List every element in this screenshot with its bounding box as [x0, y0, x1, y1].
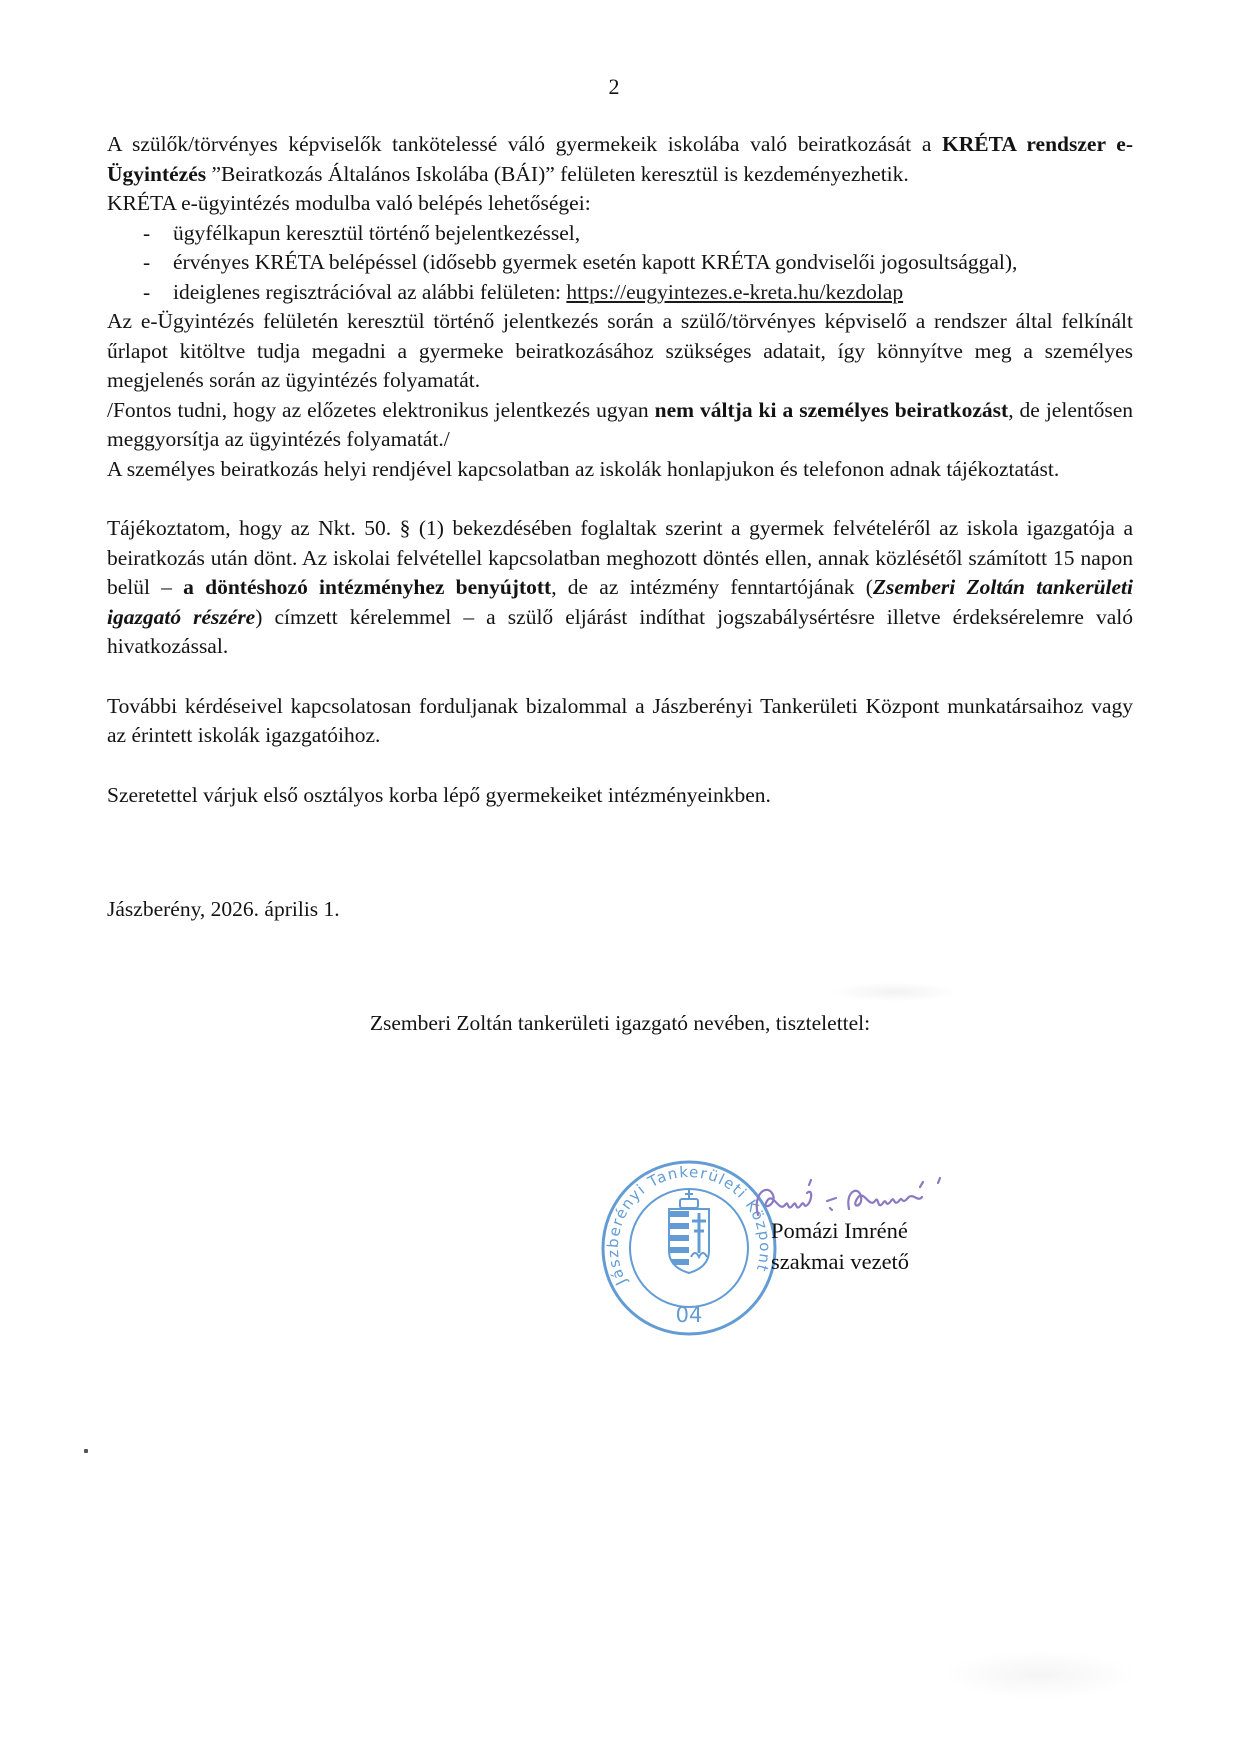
- paragraph-tajekoztatom: [107, 514, 1133, 662]
- scan-artifact-smudge: [830, 982, 960, 1002]
- scan-artifact-dot: [84, 1449, 88, 1453]
- signer-name: Pomázi Imréné: [771, 1218, 908, 1243]
- ekreta-link[interactable]: https://eugyintezes.e-kreta.hu/kezdolap: [566, 279, 904, 304]
- paragraph-tovabbi: További kérdéseivel kapcsolatosan forduljanak bizalommal a Jászberényi Tankerületi Központ munkatársaihoz vagy az érintett iskolák igazgatóihoz.: [107, 693, 1133, 747]
- paragraph-closing: Zsemberi Zoltán tankerületi igazgató nevében, tisztelettel:: [369, 1010, 871, 1035]
- signature-block: [771, 1215, 909, 1277]
- text-run: , de jelentősen meggyorsítja az ügyintézés folyamatát./: [107, 397, 1133, 451]
- bullet-item-regisztracio: [107, 278, 1133, 308]
- stamp-number: 04: [675, 1303, 703, 1327]
- paragraph-szeretettel: Szeretettel várjuk első osztályos korba lépő gyermekeiket intézményeinkben.: [107, 782, 771, 807]
- paragraph-fontos: [107, 396, 1133, 455]
- text-run: ”Beiratkozás Általános Iskolába (BÁI)” felületen keresztül is kezdeményezhetik.: [206, 161, 909, 186]
- text-run-bold: KRÉTA rendszer e-Ügyintézés: [107, 132, 1133, 186]
- text-run: ideiglenes regisztrációval az alábbi felületen:: [173, 279, 567, 304]
- text-run: , de az intézmény fenntartójának (: [551, 575, 873, 599]
- bullet-marker: -: [143, 220, 151, 245]
- paragraph-szemelyes: A személyes beiratkozás helyi rendjével kapcsolatban az iskolák honlapjukon és telefonon adnak tájékoztatást.: [107, 456, 1060, 481]
- bullet-marker: -: [143, 279, 151, 304]
- paragraph-dateline: Jászberény, 2026. április 1.: [107, 897, 340, 921]
- signer-title: szakmai vezető: [771, 1249, 910, 1274]
- paragraph-intro: [107, 130, 1133, 189]
- paragraph-eugyintezes: Az e-Ügyintézés felületén keresztül történő jelentkezés során a szülő/törvényes képviselő a rendszer által felkínált űrlapot kitöltve tudja megadni a gyermeke beiratkozásához szükséges adatait, így könnyítve meg a személyes megjelenés során az ügyintézés folyamatát.: [107, 309, 1133, 392]
- text-run-bold-italic: Zsemberi Zoltán tankerületi igazgató részére: [107, 575, 1133, 629]
- coat-of-arms-icon: [669, 1190, 709, 1273]
- bullet-text: [173, 278, 1133, 308]
- letter-body: [107, 130, 1133, 1038]
- stamp-ring-text: Jászberényi Tankerületi Központ: [603, 1162, 775, 1289]
- bullet-marker: -: [143, 250, 151, 274]
- text-run-bold: nem váltja ki a személyes beiratkozást: [654, 397, 1009, 422]
- text-run: ) címzett kérelemmel – a szülő eljárást indíthat jogszabálysértésre illetve érdeksérelemre való hivatkozással.: [107, 604, 1133, 658]
- bullet-text: ügyfélkapun keresztül történő bejelentkezéssel,: [173, 220, 581, 245]
- scan-artifact-smudge: [940, 1650, 1140, 1700]
- paragraph-kreta-login: KRÉTA e-ügyintézés modulba való belépés lehetőségei:: [107, 191, 591, 215]
- page-number: 2: [608, 74, 620, 99]
- text-run: /Fontos tudni, hogy az előzetes elektronikus jelentkezés ugyan: [107, 397, 655, 422]
- text-run-bold: a döntéshozó intézményhez benyújtott: [183, 575, 552, 599]
- text-run: Tájékoztatom, hogy az Nkt. 50. § (1) bekezdésében foglaltak szerint a gyermek felvételéről az iskola igazgatója a beiratkozás után dönt. Az iskolai felvétellel kapcsolatban meghozott döntés ellen, annak közlésétől számított 15 napon belül –: [107, 516, 1133, 599]
- text-run: A szülők/törvényes képviselők tankötelessé váló gyermekeik iskolába való beiratkozását a: [107, 132, 943, 156]
- bullet-item-kreta-belepes: [107, 248, 1133, 278]
- bullet-text: érvényes KRÉTA belépéssel (idősebb gyermek esetén kapott KRÉTA gondviselői jogosultsággal),: [173, 250, 1018, 274]
- bullet-item-ugyfelkapu: [107, 219, 1133, 249]
